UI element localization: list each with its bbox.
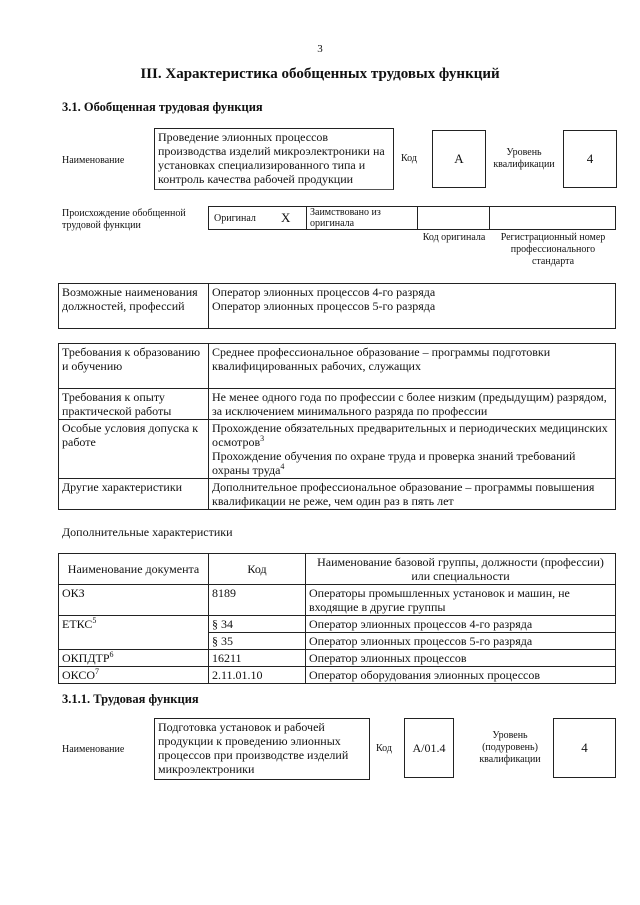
tf-name-value: Подготовка установок и рабочей продукции к проведению элионных процессов при производстве изделий микроэлектроники — [154, 718, 370, 780]
footnote-ref-4: 4 — [280, 462, 285, 471]
positions-label: Возможные наименования должностей, профессий — [59, 284, 209, 329]
origin-code-cell — [418, 206, 490, 230]
extra-table — [58, 553, 616, 684]
positions-list — [209, 284, 616, 329]
col-name-header: Наименование базовой группы, должности (профессии) или специальности — [306, 554, 616, 585]
special-text-2: Прохождение обучения по охране труда и проверка знаний требований охраны труда — [212, 449, 576, 477]
tf-code-label: Код — [376, 743, 392, 754]
footnote-ref-5: 5 — [92, 616, 97, 625]
section-title: III. Характеристика обобщенных трудовых функций — [140, 66, 500, 82]
other-value: Дополнительное профессиональное образование – программы повышения квалификации не реже, чем один раз в пять лет — [209, 479, 616, 510]
footnote-ref-6: 6 — [109, 650, 114, 659]
col-doc-header: Наименование документа — [59, 554, 209, 585]
positions-table — [58, 283, 616, 329]
gtf-heading: 3.1. Обобщенная трудовая функция — [62, 100, 263, 114]
row-doc: ОКПДТР$^6$ — [59, 650, 209, 667]
other-label: Другие характеристики — [59, 479, 209, 510]
row-code: 16211 — [209, 650, 306, 667]
row-name: Оператор элионных процессов 4-го разряда — [306, 616, 616, 633]
row-code: § 35 — [209, 633, 306, 650]
row-code: 8189 — [209, 585, 306, 616]
req-education-label: Требования к образованию и обучению — [59, 344, 209, 389]
row-name: Операторы промышленных установок и машин, не входящие в другие группы — [306, 585, 616, 616]
position-item: Оператор элионных процессов 5-го разряда — [212, 299, 436, 313]
row-doc: ОКСО$^7$ — [59, 667, 209, 684]
table-row — [59, 585, 616, 616]
origin-code-caption: Код оригинала — [422, 232, 486, 243]
gtf-name-label: Наименование — [62, 155, 125, 166]
table-row — [59, 667, 616, 684]
footnote-ref-7: 7 — [95, 667, 100, 676]
borrowed-cell: Заимствовано из оригинала — [306, 206, 418, 230]
gtf-code-label: Код — [401, 153, 417, 164]
row-doc: ОКЗ — [59, 585, 209, 616]
special-label: Особые условия допуска к работе — [59, 420, 209, 479]
req-education-value: Среднее профессиональное образование – программы подготовки квалифицированных рабочих, служащих — [209, 344, 616, 389]
extra-heading: Дополнительные характеристики — [62, 525, 233, 539]
tf-name-label: Наименование — [62, 744, 125, 755]
special-value — [209, 420, 616, 479]
req-experience-label: Требования к опыту практической работы — [59, 389, 209, 420]
original-mark: X — [281, 210, 291, 225]
reg-number-caption: Регистрационный номер профессионального стандарта — [500, 232, 606, 267]
requirements-table — [58, 343, 616, 510]
reg-number-cell — [490, 206, 616, 230]
gtf-level-label: Уровень квалификации — [493, 147, 555, 170]
special-text-1: Прохождение обязательных предварительных и периодических медицинских осмотров — [212, 421, 608, 449]
table-row — [59, 616, 616, 633]
footnote-ref-3: 3 — [260, 434, 265, 443]
position-item: Оператор элионных процессов 4-го разряда — [212, 285, 436, 299]
gtf-origin-label: Происхождение обобщенной трудовой функции — [62, 208, 186, 231]
row-code: 2.11.01.10 — [209, 667, 306, 684]
gtf-level-value: 4 — [563, 130, 617, 188]
tf-heading: 3.1.1. Трудовая функция — [62, 692, 199, 706]
gtf-code-value: A — [432, 130, 486, 188]
tf-level-label: Уровень (подуровень) квалификации — [479, 730, 541, 765]
original-label: Оригинал — [214, 213, 256, 224]
row-code: § 34 — [209, 616, 306, 633]
row-doc: ЕТКС$^5$ — [59, 616, 209, 650]
origin-row — [208, 206, 616, 230]
tf-code-value: A/01.4 — [404, 718, 454, 778]
row-name: Оператор оборудования элионных процессов — [306, 667, 616, 684]
row-name: Оператор элионных процессов 5-го разряда — [306, 633, 616, 650]
row-name: Оператор элионных процессов — [306, 650, 616, 667]
gtf-name-value: Проведение элионных процессов производства изделий микроэлектроники на установках специализированного типа и контроль качества рабочей продукции — [154, 128, 394, 190]
col-code-header: Код — [209, 554, 306, 585]
req-experience-value: Не менее одного года по профессии с более низким (предыдущим) разрядом, за исключением минимального разряда по профессии — [209, 389, 616, 420]
tf-level-value: 4 — [553, 718, 616, 778]
page-number: 3 — [317, 43, 323, 55]
table-row — [59, 650, 616, 667]
original-cell — [208, 206, 306, 230]
